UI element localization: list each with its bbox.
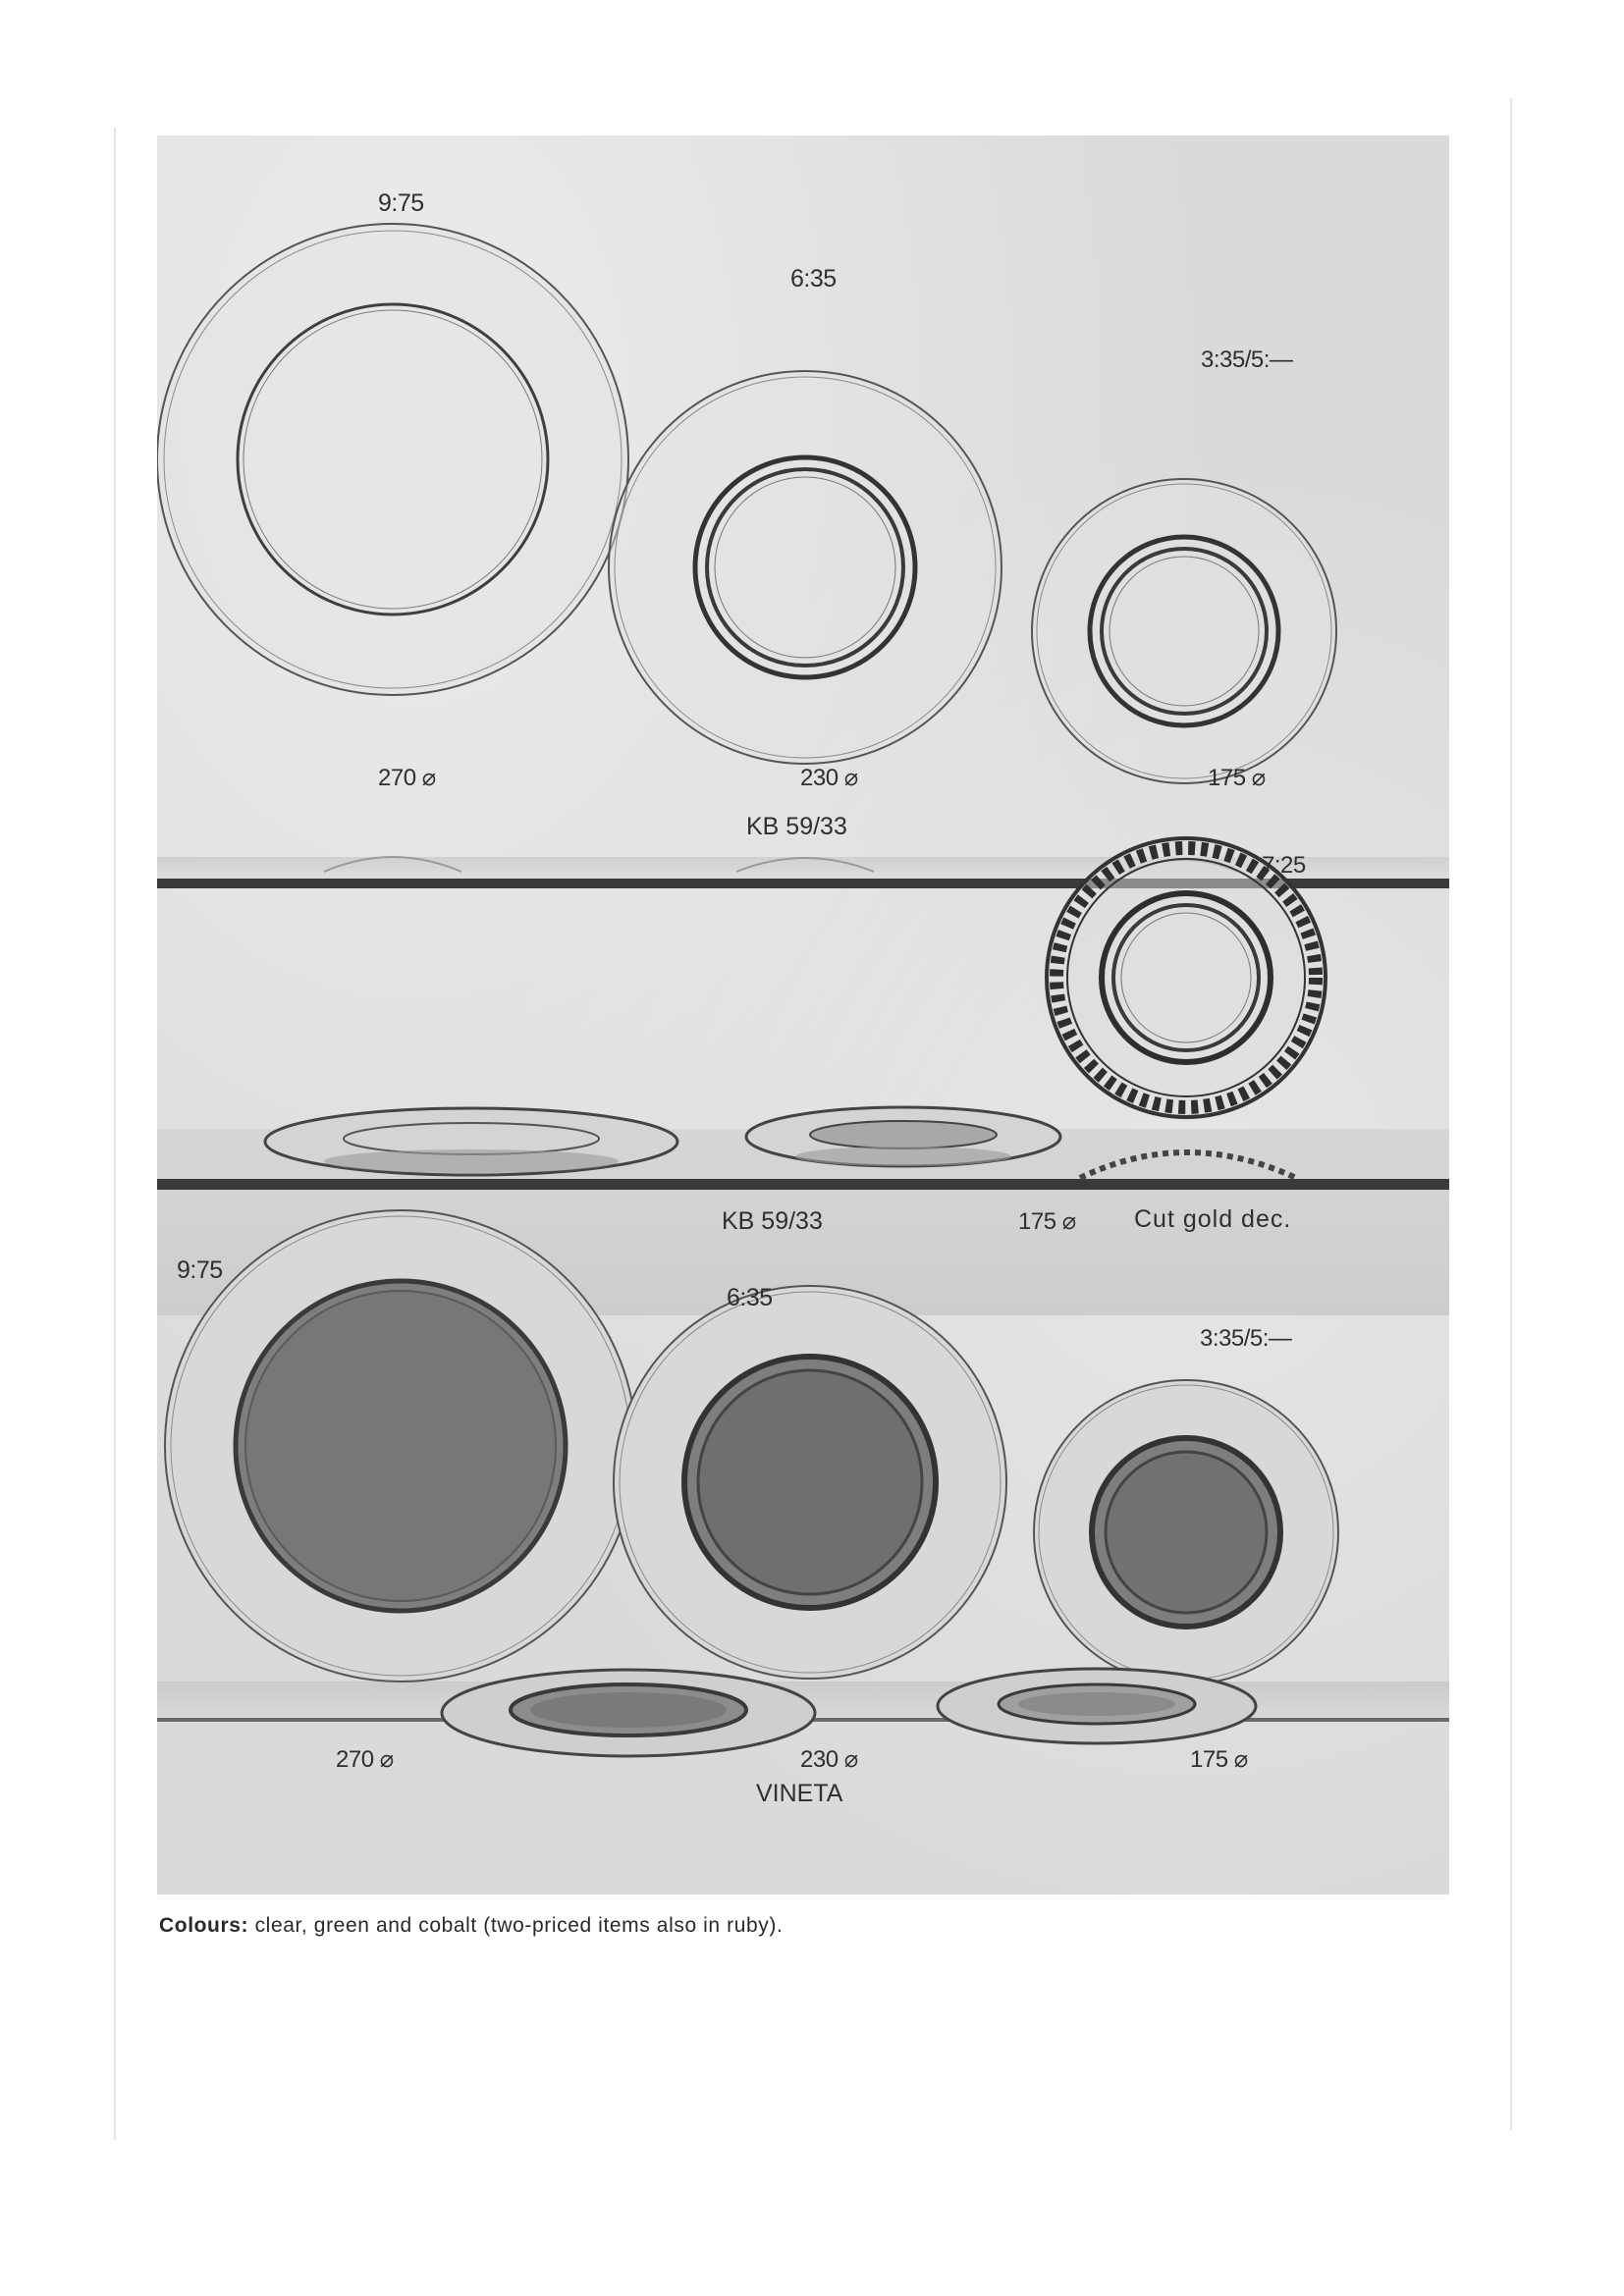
model-name-middle: KB 59/33 [722, 1207, 823, 1235]
price-medium-top: 6:35 [790, 265, 837, 293]
diameter-medium-top: 230 ⌀ [800, 765, 858, 791]
price-small-bottom: 3:35/5:— [1200, 1325, 1292, 1352]
diameter-small-top: 175 ⌀ [1208, 765, 1266, 791]
reflection-large [324, 857, 461, 872]
colours-caption [159, 1914, 783, 1938]
caption-text: clear, green and cobalt (two-priced items also in ruby). [248, 1914, 784, 1937]
catalogue-photo [157, 135, 1449, 1895]
diameter-large-bottom: 270 ⌀ [336, 1746, 394, 1773]
caption-label: Colours: [159, 1914, 249, 1937]
diameter-decorated: 175 ⌀ [1018, 1208, 1076, 1235]
price-medium-bottom: 6:35 [727, 1284, 773, 1311]
price-small-top: 3:35/5:— [1201, 347, 1293, 373]
scan-edge-right [1510, 98, 1512, 2130]
price-decorated: 7:25 [1262, 852, 1306, 879]
plate-medium-clear [609, 371, 1001, 764]
plate-lying-left [265, 1108, 677, 1175]
diameter-small-bottom: 175 ⌀ [1190, 1746, 1248, 1773]
reflection-medium [736, 858, 874, 872]
price-large-top: 9:75 [378, 189, 424, 217]
decoration-label: Cut gold dec. [1134, 1205, 1292, 1233]
plate-lying-bottom-left [442, 1670, 815, 1756]
reflection-decorated [1080, 1152, 1296, 1178]
model-name-top: KB 59/33 [746, 813, 847, 840]
price-large-bottom: 9:75 [177, 1256, 223, 1284]
plate-lying-bottom-right [938, 1669, 1256, 1743]
plates-illustration [157, 135, 1449, 1895]
plate-lying-center [746, 1107, 1060, 1166]
plate-large-tinted [165, 1210, 636, 1682]
diameter-large-top: 270 ⌀ [378, 765, 436, 791]
plate-large-clear [157, 224, 628, 695]
plate-medium-tinted [614, 1286, 1006, 1679]
model-name-bottom: VINETA [756, 1780, 843, 1807]
diameter-medium-bottom: 230 ⌀ [800, 1746, 858, 1773]
plate-cut-gold-decorated [1047, 838, 1326, 1117]
scan-edge-left [114, 128, 116, 2140]
plate-small-clear [1032, 479, 1336, 783]
plate-small-tinted [1034, 1380, 1338, 1684]
